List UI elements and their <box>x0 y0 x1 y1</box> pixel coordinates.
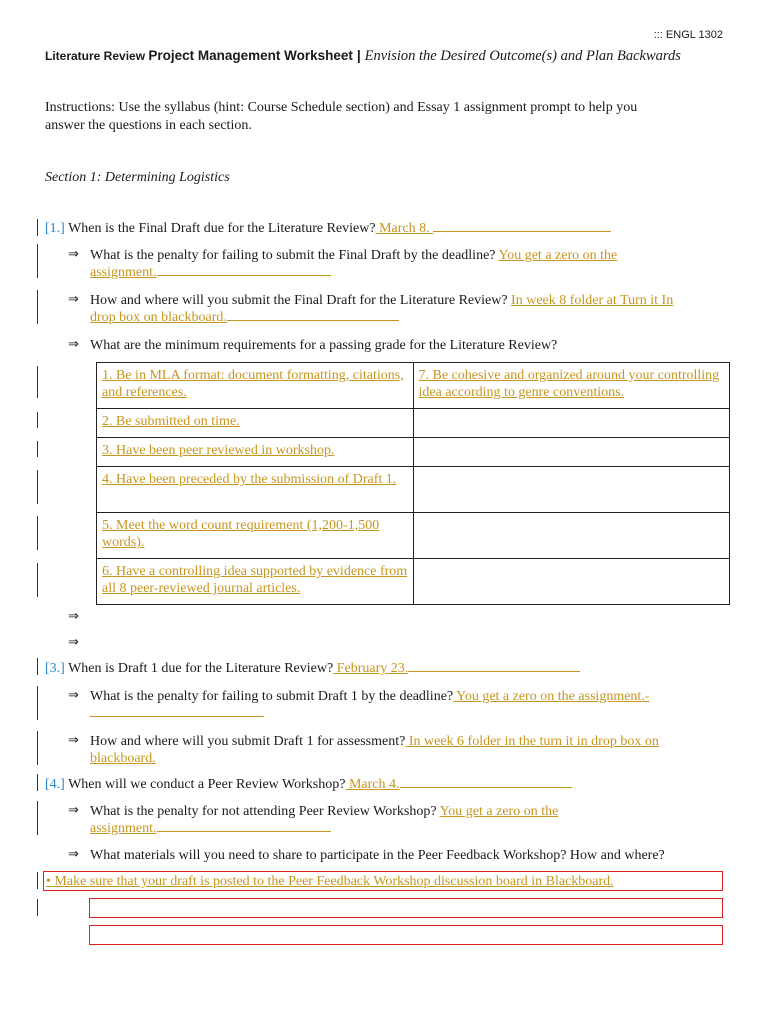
change-bar <box>37 899 38 916</box>
change-bar <box>37 244 38 278</box>
answer-text-cont[interactable]: assignment. <box>90 821 157 836</box>
table-cell[interactable] <box>413 438 730 467</box>
requirements-table <box>96 362 730 605</box>
course-code: ::: ENGL 1302 <box>653 29 723 41</box>
instructions-line-1: Instructions: Use the syllabus (hint: Course Schedule section) and Essay 1 assignment prompt to help you <box>45 100 638 115</box>
table-cell <box>97 513 414 559</box>
change-bar <box>37 441 38 457</box>
question-text: What is the penalty for failing to submit Draft 1 by the deadline? <box>90 689 454 704</box>
requirement-text[interactable]: 6. Have a controlling idea supported by evidence from all 8 peer-reviewed journal articles. <box>102 564 408 596</box>
requirement-text[interactable]: 3. Have been peer reviewed in workshop. <box>102 443 335 458</box>
question-text: What is the penalty for not attending Peer Review Workshop? <box>90 804 437 819</box>
question-3 <box>45 660 580 677</box>
table-cell[interactable] <box>413 467 730 513</box>
table-row <box>97 559 730 605</box>
table-row <box>97 363 730 409</box>
question-text: What is the penalty for failing to submit the Final Draft by the deadline? <box>90 248 496 263</box>
answer-text-cont[interactable]: drop box on blackboard. <box>90 310 227 325</box>
question-1c: What are the minimum requirements for a passing grade for the Literature Review? <box>90 338 558 353</box>
table-row <box>97 438 730 467</box>
change-bar <box>37 470 38 504</box>
table-row <box>97 513 730 559</box>
answer-text[interactable]: You get a zero on the <box>498 248 618 263</box>
answer-text[interactable]: You get a zero on the assignment.- <box>453 689 650 704</box>
change-bar <box>37 731 38 765</box>
table-row <box>97 409 730 438</box>
requirement-text[interactable]: 2. Be submitted on time. <box>102 414 240 429</box>
table-cell <box>97 363 414 409</box>
answer-text[interactable]: You get a zero on the <box>439 804 559 819</box>
arrow-icon: ⇒ <box>68 688 79 703</box>
table-cell[interactable] <box>413 513 730 559</box>
answer-text-cont[interactable]: assignment. <box>90 265 157 280</box>
question-text: When is Draft 1 due for the Literature Review? <box>64 661 334 676</box>
change-bar <box>37 801 38 835</box>
arrow-icon: ⇒ <box>68 337 79 352</box>
answer-text[interactable]: February 23. <box>333 661 409 676</box>
change-bar <box>37 686 38 720</box>
title-separator: | <box>352 47 365 63</box>
table-cell[interactable] <box>413 559 730 605</box>
change-bar <box>37 516 38 550</box>
question-1a <box>90 247 730 281</box>
title-part-2: Project Management Worksheet <box>148 48 353 63</box>
question-number: [1.] <box>45 221 65 236</box>
question-1 <box>45 220 611 237</box>
table-row <box>97 467 730 513</box>
page-title <box>45 47 681 65</box>
materials-field-3[interactable] <box>89 925 723 945</box>
change-bar <box>37 366 38 398</box>
question-text: How and where will you submit Draft 1 for assessment? <box>90 734 406 749</box>
arrow-icon: ⇒ <box>68 803 79 818</box>
answer-text[interactable]: March 4. <box>345 777 400 792</box>
requirement-text[interactable]: 5. Meet the word count requirement (1,200-1,500 words). <box>102 518 380 550</box>
question-text: How and where will you submit the Final Draft for the Literature Review? <box>90 293 508 308</box>
change-bar <box>37 563 38 597</box>
materials-text[interactable]: • Make sure that your draft is posted to the Peer Feedback Workshop discussion board in Blackboard. <box>46 874 614 889</box>
arrow-icon: ⇒ <box>68 609 79 624</box>
materials-field-1[interactable] <box>43 871 723 891</box>
question-4 <box>45 776 572 793</box>
question-3a <box>90 688 730 722</box>
arrow-icon: ⇒ <box>68 292 79 307</box>
table-cell <box>97 409 414 438</box>
arrow-icon: ⇒ <box>68 733 79 748</box>
change-bar <box>37 658 38 675</box>
table-cell <box>97 467 414 513</box>
table-cell <box>413 363 730 409</box>
question-4a <box>90 803 730 837</box>
question-1b <box>90 292 730 326</box>
title-subtitle: Envision the Desired Outcome(s) and Plan Backwards <box>364 48 681 64</box>
change-bar <box>37 774 38 791</box>
answer-text[interactable]: In week 6 folder in the turn it in drop box on <box>405 734 659 749</box>
requirement-text[interactable]: 7. Be cohesive and organized around your controlling idea according to genre conventions. <box>418 368 720 400</box>
question-number: [3.] <box>45 661 65 676</box>
change-bar <box>37 872 38 889</box>
title-part-1: Literature Review <box>45 49 149 63</box>
question-number: [4.] <box>45 777 65 792</box>
section-heading: Section 1: Determining Logistics <box>45 170 230 185</box>
materials-field-2[interactable] <box>89 898 723 918</box>
change-bar <box>37 290 38 324</box>
requirement-text[interactable]: 1. Be in MLA format: document formatting, citations, and references. <box>102 368 404 400</box>
answer-text[interactable]: March 8. <box>375 221 434 236</box>
change-bar <box>37 219 38 236</box>
table-cell <box>97 438 414 467</box>
question-text: When is the Final Draft due for the Literature Review? <box>64 221 376 236</box>
question-text: When will we conduct a Peer Review Workshop? <box>64 777 346 792</box>
arrow-icon: ⇒ <box>68 847 79 862</box>
arrow-icon: ⇒ <box>68 247 79 262</box>
answer-text-cont[interactable]: blackboard. <box>90 751 156 766</box>
question-4b: What materials will you need to share to participate in the Peer Feedback Workshop? How and where? <box>90 848 665 863</box>
question-3b <box>90 733 730 767</box>
instructions-line-2: answer the questions in each section. <box>45 118 252 133</box>
table-cell <box>97 559 414 605</box>
answer-text[interactable]: In week 8 folder at Turn it In <box>511 293 674 308</box>
table-cell[interactable] <box>413 409 730 438</box>
requirement-text[interactable]: 4. Have been preceded by the submission of Draft 1. <box>102 472 397 487</box>
arrow-icon: ⇒ <box>68 635 79 650</box>
change-bar <box>37 412 38 428</box>
